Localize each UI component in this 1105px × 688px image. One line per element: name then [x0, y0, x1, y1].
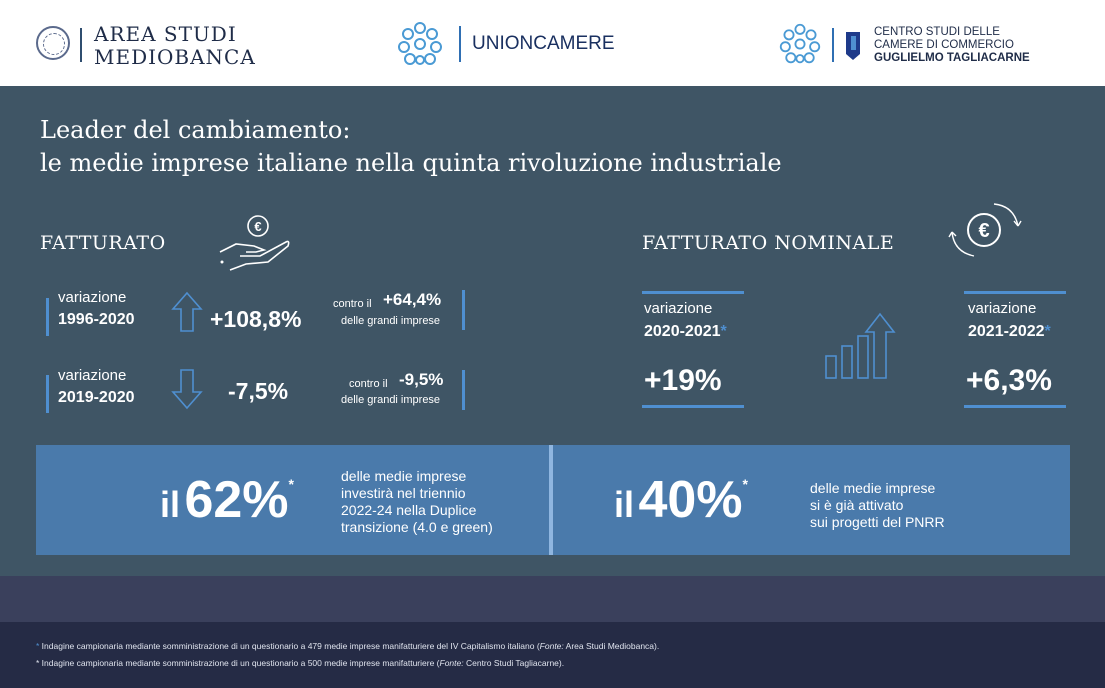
nominal-value: +6,3% — [966, 364, 1052, 397]
variation-value: +108,8% — [210, 306, 302, 332]
footnote-2: * Indagine campionaria mediante somministrazione di un questionario a 500 medie imprese manifatturiere (Fonte: Centro Studi Tagliacarne). — [36, 658, 565, 668]
mediobanca-line2: MEDIOBANCA — [94, 45, 256, 69]
compare-prefix: contro il — [333, 298, 372, 310]
nominal-period: 2020-2021* — [644, 323, 727, 340]
divider — [459, 26, 461, 62]
nominal-period: 2021-2022* — [968, 323, 1051, 340]
compare-value: +64,4% — [383, 290, 442, 309]
euro-hand-icon — [216, 212, 296, 276]
accent-bar — [964, 405, 1066, 408]
compare-value: -9,5% — [399, 370, 444, 389]
tagliacarne-line3: GUGLIELMO TAGLIACARNE — [874, 52, 1030, 64]
compare-suffix: delle grandi imprese — [341, 394, 441, 406]
page-title-line2: le medie imprese italiane nella quinta rivoluzione industriale — [40, 149, 782, 177]
stat-description: delle medie imprese investirà nel triennio 2022-24 nella Duplice transizione (4.0 e green) — [341, 468, 493, 535]
flower-logo-icon — [396, 20, 444, 68]
accent-bar — [642, 291, 744, 294]
arrow-down-icon — [170, 368, 204, 410]
growth-chart-icon — [822, 310, 896, 382]
arrow-up-icon — [170, 291, 204, 333]
footer — [0, 622, 1105, 688]
nominal-value: +19% — [644, 364, 722, 397]
variation-period: 1996-2020 — [58, 311, 135, 328]
variation-value: -7,5% — [228, 378, 289, 404]
euro-cycle-icon — [946, 196, 1024, 262]
tagliacarne-line2: CAMERE DI COMMERCIO — [874, 39, 1014, 51]
page-title-line1: Leader del cambiamento: — [40, 116, 351, 144]
nominal-label: variazione — [644, 300, 713, 317]
footnote-1: * Indagine campionaria mediante somministrazione di un questionario a 479 medie imprese manifatturiere del IV Capitalismo italiano (Fonte: Area Studi Mediobanca). — [36, 641, 660, 651]
stat-percentage: il 62%* — [160, 471, 294, 529]
header — [0, 0, 1105, 86]
stat-percentage: il 40%* — [614, 471, 748, 529]
spacer-band — [0, 576, 1105, 622]
tagliacarne-line1: CENTRO STUDI DELLE — [874, 26, 1000, 38]
unioncamere-name: UNIONCAMERE — [472, 33, 615, 54]
variation-label: variazione — [58, 289, 127, 306]
pennant-icon — [843, 30, 863, 62]
svg-text:€: € — [978, 220, 990, 242]
flower-logo-icon — [778, 22, 822, 66]
accent-bar — [462, 370, 465, 410]
mediobanca-line1: AREA STUDI — [94, 22, 237, 46]
accent-bar — [46, 375, 49, 413]
stat-description: delle medie imprese si è già attivato sui progetti del PNRR — [810, 480, 945, 530]
accent-bar — [964, 291, 1066, 294]
fatturato-nominale-heading: FATTURATO NOMINALE — [642, 232, 895, 254]
accent-bar — [462, 290, 465, 330]
svg-text:€: € — [254, 219, 262, 234]
accent-bar — [46, 298, 49, 336]
variation-period: 2019-2020 — [58, 389, 135, 406]
accent-bar — [642, 405, 744, 408]
variation-label: variazione — [58, 367, 127, 384]
compare-prefix: contro il — [349, 378, 388, 390]
compare-suffix: delle grandi imprese — [341, 315, 441, 327]
divider — [832, 28, 834, 62]
seal-icon — [36, 26, 70, 60]
fatturato-heading: FATTURATO — [40, 232, 166, 254]
nominal-label: variazione — [968, 300, 1037, 317]
divider — [80, 28, 82, 62]
